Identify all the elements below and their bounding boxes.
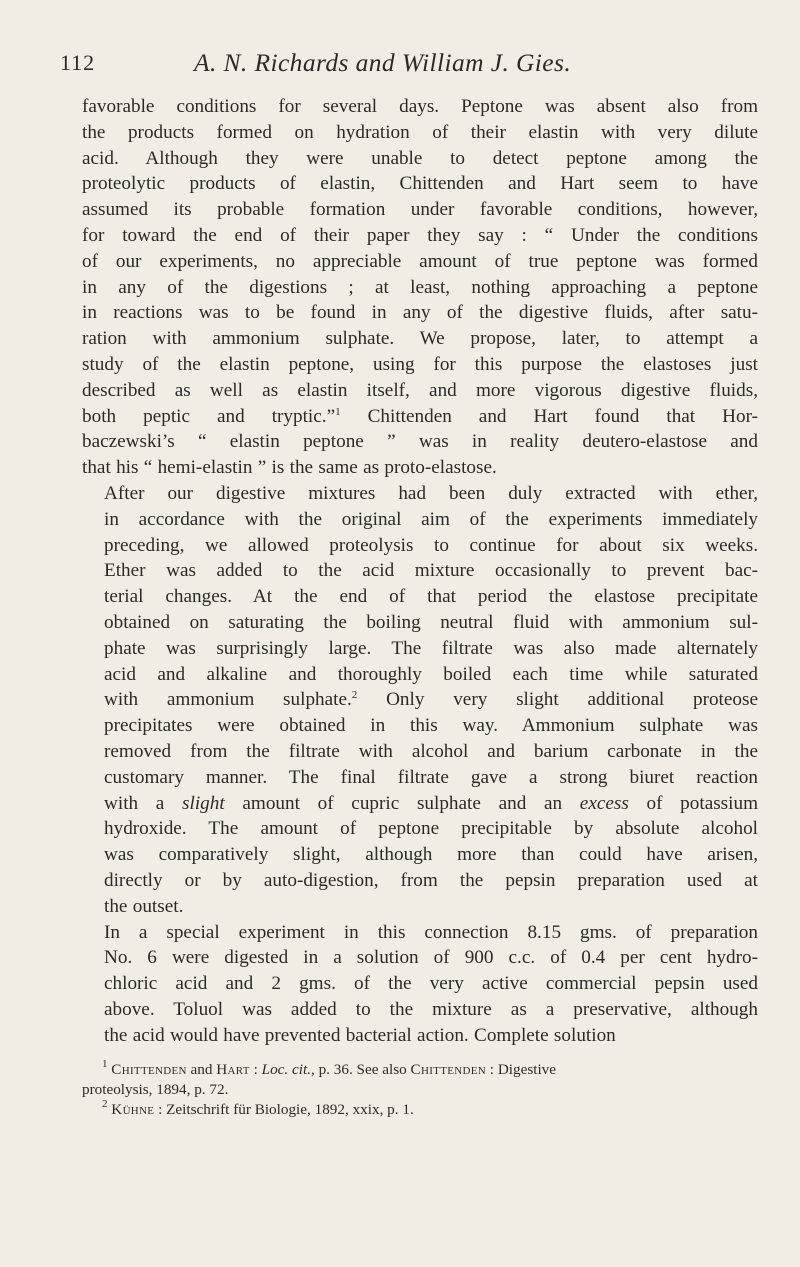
text-line xyxy=(82,455,758,481)
text-line xyxy=(82,894,758,920)
text-line xyxy=(82,662,758,688)
text-line xyxy=(82,146,758,172)
text-run: with ammonium sulphate. xyxy=(104,689,352,711)
text-run: ration with ammonium sulphate. We propose, later, to attempt a xyxy=(82,328,758,350)
text-run: in reactions was to be found in any of the digestive fluids, after satu- xyxy=(82,302,758,324)
text-line xyxy=(82,687,758,713)
text-run: Chittenden and Hart found that Hor- xyxy=(340,405,758,427)
text-run: of potassium xyxy=(628,792,758,814)
text-run: No. 6 were digested in a solution of 900 c.c. of 0.4 per cent hydro- xyxy=(104,947,758,969)
footnote-fn1 xyxy=(82,1060,758,1100)
text-line xyxy=(82,378,758,404)
text-run: of our experiments, no appreciable amount of true peptone was formed xyxy=(82,250,758,272)
text-run: directly or by auto-digestion, from the pepsin preparation used at xyxy=(104,869,758,891)
text-run: precipitates were obtained in this way. Ammonium sulphate was xyxy=(104,715,758,737)
running-title: A. N. Richards and William J. Gies. xyxy=(194,48,572,77)
small-caps-name: Chittenden xyxy=(111,1061,187,1079)
text-line xyxy=(82,584,758,610)
text-run: In a special experiment in this connection 8.15 gms. of preparation xyxy=(104,921,758,943)
text-line xyxy=(82,481,758,507)
text-line xyxy=(82,610,758,636)
text-run: After our digestive mixtures had been duly extracted with ether, xyxy=(104,482,758,504)
text-line xyxy=(82,791,758,817)
text-run: hydroxide. The amount of peptone precipitable by absolute alcohol xyxy=(104,818,758,840)
text-run: in accordance with the original aim of the experiments immediately xyxy=(104,508,758,530)
footnote-ref: 2 xyxy=(102,1100,108,1111)
text-run: favorable conditions for several days. Peptone was absent also from xyxy=(82,96,758,117)
text-run: removed from the filtrate with alcohol and barium carbonate in the xyxy=(104,740,758,762)
text-run: acid and alkaline and thoroughly boiled each time while saturated xyxy=(104,663,758,685)
text-run: : xyxy=(249,1061,262,1079)
text-line xyxy=(82,920,758,946)
footnote-ref: 2 xyxy=(351,689,358,702)
text-line xyxy=(82,120,758,146)
text-run: in any of the digestions ; at least, nothing approaching a peptone xyxy=(82,276,758,298)
text-line xyxy=(82,352,758,378)
text-run: acid. Although they were unable to detect peptone among the xyxy=(82,147,758,169)
footnote-line xyxy=(82,1060,758,1080)
text-run: phate was surprisingly large. The filtrate was also made alternately xyxy=(104,637,758,659)
text-run: terial changes. At the end of that period the elastose precipitate xyxy=(104,586,758,608)
text-run: preceding, we allowed proteolysis to continue for about six weeks. xyxy=(104,534,758,556)
text-line xyxy=(82,507,758,533)
small-caps-name: Chittenden xyxy=(410,1061,486,1079)
text-line xyxy=(82,429,758,455)
text-run: obtained on saturating the boiling neutral fluid with ammonium sul- xyxy=(104,611,758,633)
running-header xyxy=(60,48,758,84)
paragraph-p3 xyxy=(82,920,758,1049)
text-run: Only very slight additional proteose xyxy=(357,689,758,711)
page-number: 112 xyxy=(60,50,96,75)
text-run: described as well as elastin itself, and more vigorous digestive fluids, xyxy=(82,379,758,401)
text-line xyxy=(82,171,758,197)
footnote-line xyxy=(82,1100,758,1120)
text-line xyxy=(82,94,758,120)
text-run: with a xyxy=(104,792,183,814)
text-line xyxy=(82,945,758,971)
text-run: proteolysis, 1894, p. 72. xyxy=(82,1081,229,1099)
text-run: for toward the end of their paper they say : “ Under the conditions xyxy=(82,224,758,246)
footnote-fn2 xyxy=(82,1100,758,1120)
text-line xyxy=(82,765,758,791)
text-run: study of the elastin peptone, using for this purpose the elastoses just xyxy=(82,353,758,375)
italic-text: Loc. cit. xyxy=(261,1061,311,1079)
text-run: customary manner. The final filtrate gave a strong biuret reaction xyxy=(104,766,758,788)
text-line xyxy=(82,558,758,584)
text-line xyxy=(82,842,758,868)
text-run: Ether was added to the acid mixture occasionally to prevent bac- xyxy=(104,560,758,582)
paragraph-p2 xyxy=(82,481,758,920)
text-line xyxy=(82,997,758,1023)
footnote-ref: 1 xyxy=(335,405,341,418)
text-line xyxy=(82,868,758,894)
text-line xyxy=(82,249,758,275)
body-text xyxy=(82,94,758,1048)
text-line xyxy=(82,739,758,765)
footnote-line xyxy=(82,1080,758,1100)
text-run: the products formed on hydration of their elastin with very dilute xyxy=(82,121,758,143)
text-line xyxy=(82,533,758,559)
text-line xyxy=(82,404,758,430)
italic-text: slight xyxy=(182,792,225,814)
text-run: , p. 36. See also xyxy=(310,1061,411,1079)
text-run: assumed its probable formation under favorable conditions, however, xyxy=(82,199,758,221)
text-run: : Digestive xyxy=(486,1061,557,1079)
text-run: the acid would have prevented bacterial action. Complete solution xyxy=(104,1024,616,1046)
italic-text: excess xyxy=(579,792,629,814)
text-run: : Zeitschrift für Biologie, 1892, xxix, p. 1. xyxy=(154,1101,414,1119)
text-line xyxy=(82,275,758,301)
text-line xyxy=(82,1023,758,1049)
text-run: chloric acid and 2 gms. of the very active commercial pepsin used xyxy=(104,973,758,995)
text-run: above. Toluol was added to the mixture as a preservative, although xyxy=(104,998,758,1020)
text-run: that his “ hemi-elastin ” is the same as proto-elastose. xyxy=(82,457,497,479)
text-line xyxy=(82,713,758,739)
text-run: baczewski’s “ elastin peptone ” was in reality deutero-elastose and xyxy=(82,431,758,453)
text-line xyxy=(82,636,758,662)
footnotes xyxy=(82,1060,758,1120)
text-line xyxy=(82,197,758,223)
text-run: the outset. xyxy=(104,895,184,917)
footnote-ref: 1 xyxy=(102,1060,108,1071)
text-run: proteolytic products of elastin, Chittenden and Hart seem to have xyxy=(82,173,758,195)
text-run: and xyxy=(186,1061,217,1079)
text-line xyxy=(82,816,758,842)
text-run: was comparatively slight, although more than could have arisen, xyxy=(104,844,758,866)
small-caps-name: Hart xyxy=(216,1061,250,1079)
text-line xyxy=(82,326,758,352)
text-line xyxy=(82,971,758,997)
text-run: amount of cupric sulphate and an xyxy=(224,792,580,814)
book-page xyxy=(60,48,758,1120)
text-line xyxy=(82,300,758,326)
paragraph-p1 xyxy=(82,94,758,481)
small-caps-name: Kühne xyxy=(111,1101,155,1119)
text-run: both peptic and tryptic.” xyxy=(82,405,336,427)
text-line xyxy=(82,223,758,249)
